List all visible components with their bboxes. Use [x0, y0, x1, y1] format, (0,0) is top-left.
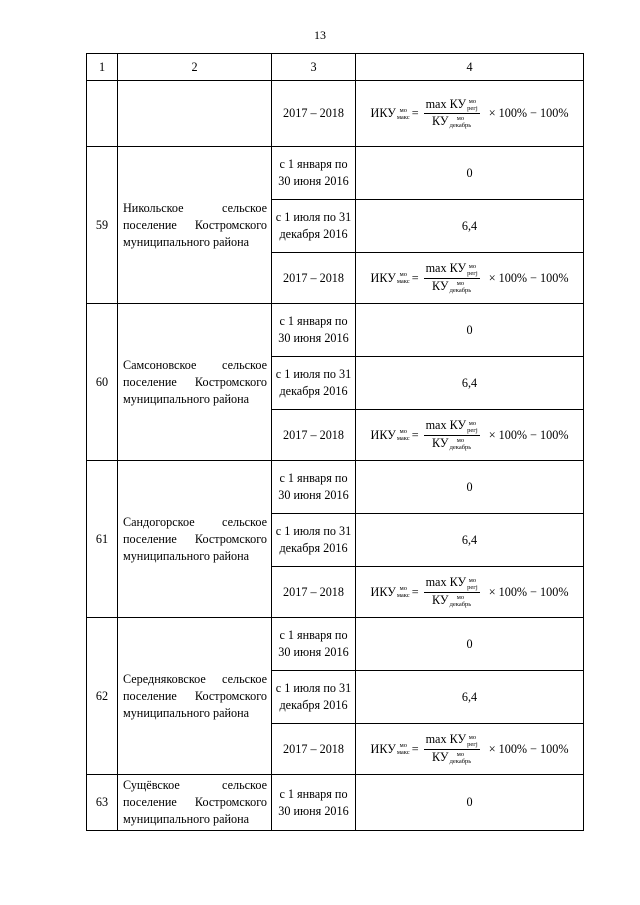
formula-den-sub: декабрь: [449, 600, 472, 608]
formula-fraction: [424, 733, 480, 764]
municipality-cell: Самсоновское сельское поселение Костромского муниципального района: [118, 304, 272, 461]
formula-lhs-indices: [397, 428, 410, 442]
formula-den-indices: [450, 751, 472, 765]
formula-den-sup: мо: [456, 750, 465, 758]
formula-num-sup: мо: [468, 733, 477, 741]
formula-num-sup: мо: [468, 98, 477, 105]
value-cell: [356, 253, 584, 304]
formula-lhs: ИКУ: [370, 427, 396, 442]
formula-num-sup: мо: [468, 419, 477, 427]
formula-num-text: max КУ: [425, 575, 467, 590]
formula-numerator: [424, 419, 480, 435]
formula-equals: =: [411, 270, 419, 285]
formula-den-sup: мо: [456, 593, 465, 601]
formula-num-indices: [467, 577, 478, 591]
period-cell: 2017 – 2018: [272, 724, 356, 775]
period-cell: 2017 – 2018: [272, 253, 356, 304]
municipality-cell: Никольское сельское поселение Костромского муниципального района: [118, 147, 272, 304]
formula-lhs-sup: мо: [399, 585, 407, 592]
value-cell: 0: [356, 618, 584, 671]
table-row: [87, 618, 584, 671]
formula-lhs-sup: мо: [399, 271, 407, 278]
formula-den-text: КУ: [432, 592, 449, 607]
formula-lhs-sub: макс: [396, 592, 410, 599]
formula-lhs-sub: макс: [396, 749, 410, 756]
formula-lhs-indices: [397, 271, 410, 285]
formula-den-sub: декабрь: [449, 122, 472, 130]
formula-den-sup: мо: [456, 279, 465, 287]
row-number-cell: 62: [87, 618, 118, 775]
period-cell: с 1 января по 30 июня 2016: [272, 775, 356, 831]
formula-numerator: [424, 262, 480, 278]
municipality-cell: Середняковское сельское поселение Костромского муниципального района: [118, 618, 272, 775]
index-formula: [371, 419, 569, 450]
formula-den-indices: [450, 280, 472, 294]
formula-den-text: КУ: [432, 435, 449, 450]
formula-num-sup: мо: [468, 262, 477, 270]
formula-den-sup: мо: [456, 436, 465, 444]
period-cell: с 1 января по 30 июня 2016: [272, 304, 356, 357]
value-cell: [356, 410, 584, 461]
formula-fraction: [424, 262, 480, 293]
row-number-cell: 61: [87, 461, 118, 618]
table-row: [87, 775, 584, 831]
tariff-table: [86, 53, 584, 831]
formula-tail: × 100% − 100%: [488, 270, 569, 285]
formula-lhs: ИКУ: [370, 584, 396, 599]
formula-lhs: ИКУ: [370, 106, 396, 120]
page-number: 13: [314, 28, 326, 42]
period-cell: с 1 июля по 31 декабря 2016: [272, 357, 356, 410]
value-cell: 0: [356, 304, 584, 357]
formula-den-indices: [450, 115, 472, 129]
header-cell-2: 2: [118, 54, 272, 81]
formula-lhs-sub: макс: [396, 278, 410, 285]
period-cell: с 1 января по 30 июня 2016: [272, 618, 356, 671]
formula-lhs-indices: [397, 742, 410, 756]
formula-fraction: [424, 98, 480, 129]
row-number-cell: [87, 81, 118, 147]
header-cell-4: 4: [356, 54, 584, 81]
period-cell: с 1 января по 30 июня 2016: [272, 461, 356, 514]
formula-num-text: max КУ: [425, 261, 467, 276]
period-cell: 2017 – 2018: [272, 81, 356, 147]
formula-fraction: [424, 576, 480, 607]
formula-den-indices: [450, 437, 472, 451]
table-row: [87, 81, 584, 147]
period-cell: 2017 – 2018: [272, 410, 356, 461]
formula-lhs-sub: макс: [396, 435, 410, 442]
formula-num-indices: [467, 263, 478, 277]
formula-numerator: [424, 733, 480, 749]
formula-lhs-sup: мо: [399, 428, 407, 435]
formula-tail: × 100% − 100%: [488, 584, 569, 599]
formula-lhs-indices: [397, 585, 410, 599]
formula-num-sub: регj: [467, 740, 478, 748]
formula-num-text: max КУ: [425, 732, 467, 747]
formula-lhs-sup: мо: [399, 742, 407, 749]
table-row: [87, 147, 584, 200]
formula-lhs: ИКУ: [370, 270, 396, 285]
formula-num-sub: регj: [467, 269, 478, 277]
formula-denominator: [430, 114, 473, 129]
formula-den-sup: мо: [456, 115, 465, 123]
formula-tail: × 100% − 100%: [488, 741, 569, 756]
header-row: [87, 54, 584, 81]
value-cell: [356, 724, 584, 775]
formula-num-indices: [467, 98, 478, 112]
period-cell: с 1 января по 30 июня 2016: [272, 147, 356, 200]
formula-lhs-sub: макс: [396, 113, 410, 121]
value-cell: [356, 567, 584, 618]
formula-numerator: [424, 576, 480, 592]
formula-numerator: [424, 98, 480, 114]
formula-num-text: max КУ: [425, 418, 467, 433]
municipality-cell: Сущёвское сельское поселение Костромского муниципального района: [118, 775, 272, 831]
formula-num-text: max КУ: [425, 96, 467, 111]
formula-num-sup: мо: [468, 576, 477, 584]
formula-den-sub: декабрь: [449, 757, 472, 765]
formula-tail: × 100% − 100%: [488, 106, 569, 120]
index-formula: [371, 733, 569, 764]
formula-num-sub: регj: [467, 583, 478, 591]
value-cell: 0: [356, 461, 584, 514]
formula-den-sub: декабрь: [449, 443, 472, 451]
formula-lhs-sup: мо: [399, 106, 407, 114]
period-cell: с 1 июля по 31 декабря 2016: [272, 671, 356, 724]
formula-lhs: ИКУ: [370, 741, 396, 756]
formula-denominator: [430, 593, 473, 608]
index-formula: [371, 98, 569, 129]
formula-den-indices: [450, 594, 472, 608]
period-cell: 2017 – 2018: [272, 567, 356, 618]
value-cell: 6,4: [356, 357, 584, 410]
table-body: [87, 54, 584, 831]
table-row: [87, 304, 584, 357]
formula-equals: =: [411, 741, 419, 756]
table-row: [87, 461, 584, 514]
formula-num-indices: [467, 420, 478, 434]
index-formula: [371, 576, 569, 607]
value-cell: 0: [356, 147, 584, 200]
formula-den-sub: декабрь: [449, 286, 472, 294]
value-cell: 6,4: [356, 514, 584, 567]
municipality-cell: Сандогорское сельское поселение Костромского муниципального района: [118, 461, 272, 618]
formula-den-text: КУ: [432, 114, 449, 128]
index-formula: [371, 262, 569, 293]
value-cell: [356, 81, 584, 147]
municipality-cell: [118, 81, 272, 147]
formula-den-text: КУ: [432, 278, 449, 293]
formula-num-indices: [467, 734, 478, 748]
row-number-cell: 60: [87, 304, 118, 461]
value-cell: 6,4: [356, 671, 584, 724]
formula-denominator: [430, 436, 473, 451]
formula-lhs-indices: [397, 107, 410, 121]
formula-fraction: [424, 419, 480, 450]
formula-denominator: [430, 750, 473, 765]
period-cell: с 1 июля по 31 декабря 2016: [272, 200, 356, 253]
formula-tail: × 100% − 100%: [488, 427, 569, 442]
header-cell-3: 3: [272, 54, 356, 81]
row-number-cell: 63: [87, 775, 118, 831]
period-cell: с 1 июля по 31 декабря 2016: [272, 514, 356, 567]
header-cell-1: 1: [87, 54, 118, 81]
value-cell: 0: [356, 775, 584, 831]
formula-equals: =: [411, 427, 419, 442]
formula-den-text: КУ: [432, 749, 449, 764]
formula-denominator: [430, 279, 473, 294]
value-cell: 6,4: [356, 200, 584, 253]
formula-equals: =: [411, 106, 419, 120]
formula-num-sub: регj: [467, 105, 478, 112]
formula-equals: =: [411, 584, 419, 599]
row-number-cell: 59: [87, 147, 118, 304]
formula-num-sub: регj: [467, 426, 478, 434]
